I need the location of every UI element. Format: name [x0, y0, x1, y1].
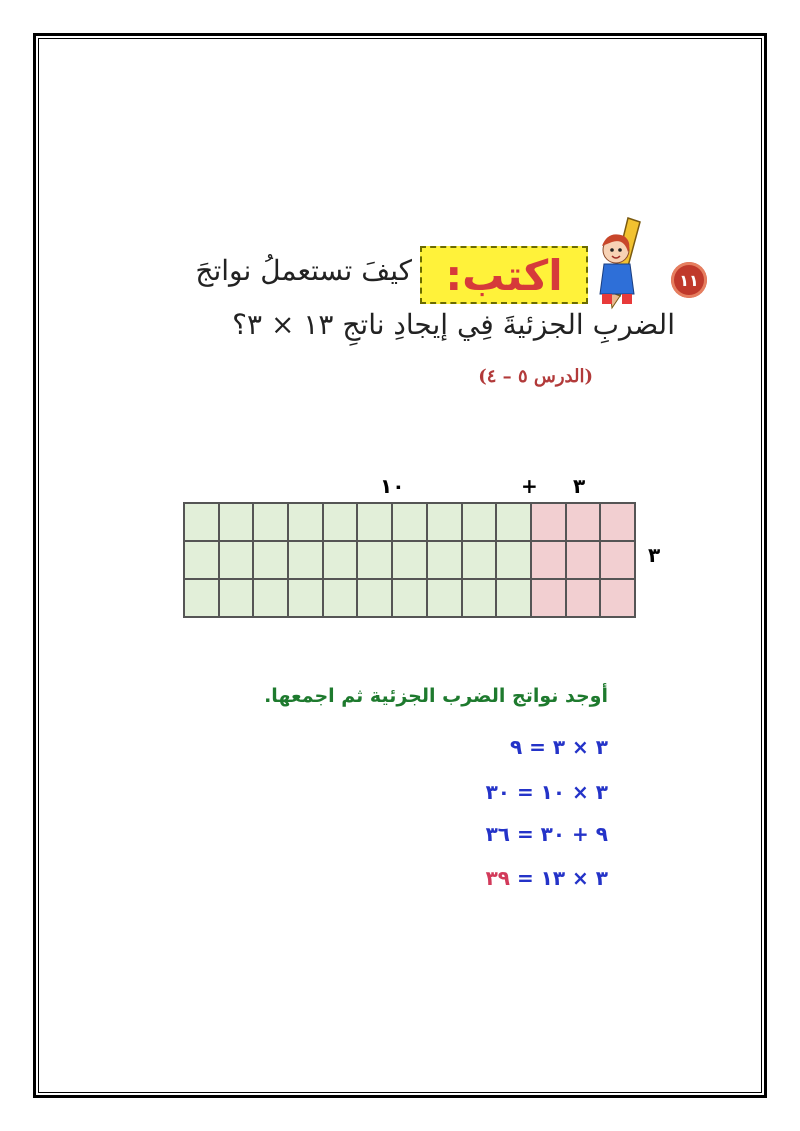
equation-4-result: ٣٩ [485, 866, 510, 890]
grid-cell-ones [600, 579, 635, 617]
equation-3-result: ٣٦ [485, 822, 510, 846]
write-label: اكتب: [445, 250, 563, 300]
grid-cell-tens [392, 579, 427, 617]
grid-cell-ones [531, 503, 566, 541]
grid-cell-tens [253, 579, 288, 617]
grid-cell-tens [462, 503, 497, 541]
equation-4-expr: ٣ × ١٣ = [509, 866, 608, 890]
grid-cell-tens [392, 541, 427, 579]
question-number: ١١ [679, 270, 699, 290]
grid-cell-tens [323, 541, 358, 579]
grid-cell-tens [357, 541, 392, 579]
grid-label-ones: ٣ [573, 474, 586, 498]
answer-instruction: أوجد نواتج الضرب الجزئية ثم اجمعها. [264, 685, 608, 707]
question-text-line2: الضربِ الجزئيةَ فِي إيجادِ ناتجِ ١٣ × ٣؟ [232, 308, 675, 341]
grid-cell-tens [288, 503, 323, 541]
grid-cell-tens [288, 579, 323, 617]
grid-cell-tens [219, 541, 254, 579]
equation-2 [486, 780, 608, 804]
grid-cell-ones [566, 503, 601, 541]
grid-cell-tens [323, 503, 358, 541]
grid-cell-ones [531, 579, 566, 617]
grid-cell-tens [219, 503, 254, 541]
grid-cell-tens [184, 503, 219, 541]
grid-cell-tens [427, 541, 462, 579]
area-model-grid [183, 502, 636, 618]
grid-cell-tens [496, 541, 531, 579]
grid-cell-tens [253, 503, 288, 541]
grid-cell-ones [566, 541, 601, 579]
grid-cell-tens [357, 503, 392, 541]
grid-cell-tens [184, 541, 219, 579]
grid-cell-tens [427, 503, 462, 541]
grid-cell-tens [288, 541, 323, 579]
equation-4 [486, 866, 608, 890]
grid-cell-tens [392, 503, 427, 541]
pencil-girl-icon [590, 216, 658, 312]
grid-cell-ones [600, 503, 635, 541]
grid-cell-ones [600, 541, 635, 579]
grid-cell-tens [462, 541, 497, 579]
grid-cell-tens [357, 579, 392, 617]
grid-cell-tens [253, 541, 288, 579]
question-number-badge [671, 262, 707, 298]
question-text-line1: كيفَ تستعملُ نواتجَ [195, 254, 412, 287]
grid-cell-tens [219, 579, 254, 617]
lesson-reference: (الدرس ٥ – ٤) [478, 366, 593, 387]
equation-2-expr: ٣ × ١٠ = [509, 780, 608, 804]
equation-3-expr: ٩ + ٣٠ = [509, 822, 608, 846]
grid-cell-ones [566, 579, 601, 617]
equation-1-result: ٩ [509, 735, 523, 759]
grid-cell-tens [496, 579, 531, 617]
grid-label-rows: ٣ [648, 543, 661, 567]
equation-1-expr: ٣ × ٣ = [522, 735, 608, 759]
equation-2-result: ٣٠ [485, 780, 510, 804]
grid-label-plus: + [521, 474, 538, 498]
grid-cell-tens [496, 503, 531, 541]
grid-cell-tens [462, 579, 497, 617]
grid-cell-tens [323, 579, 358, 617]
equation-3 [486, 822, 608, 846]
grid-cell-tens [427, 579, 462, 617]
write-label-box [420, 246, 588, 304]
grid-cell-tens [184, 579, 219, 617]
grid-label-tens: ١٠ [380, 474, 405, 498]
grid-cell-ones [531, 541, 566, 579]
equation-1 [510, 735, 608, 759]
